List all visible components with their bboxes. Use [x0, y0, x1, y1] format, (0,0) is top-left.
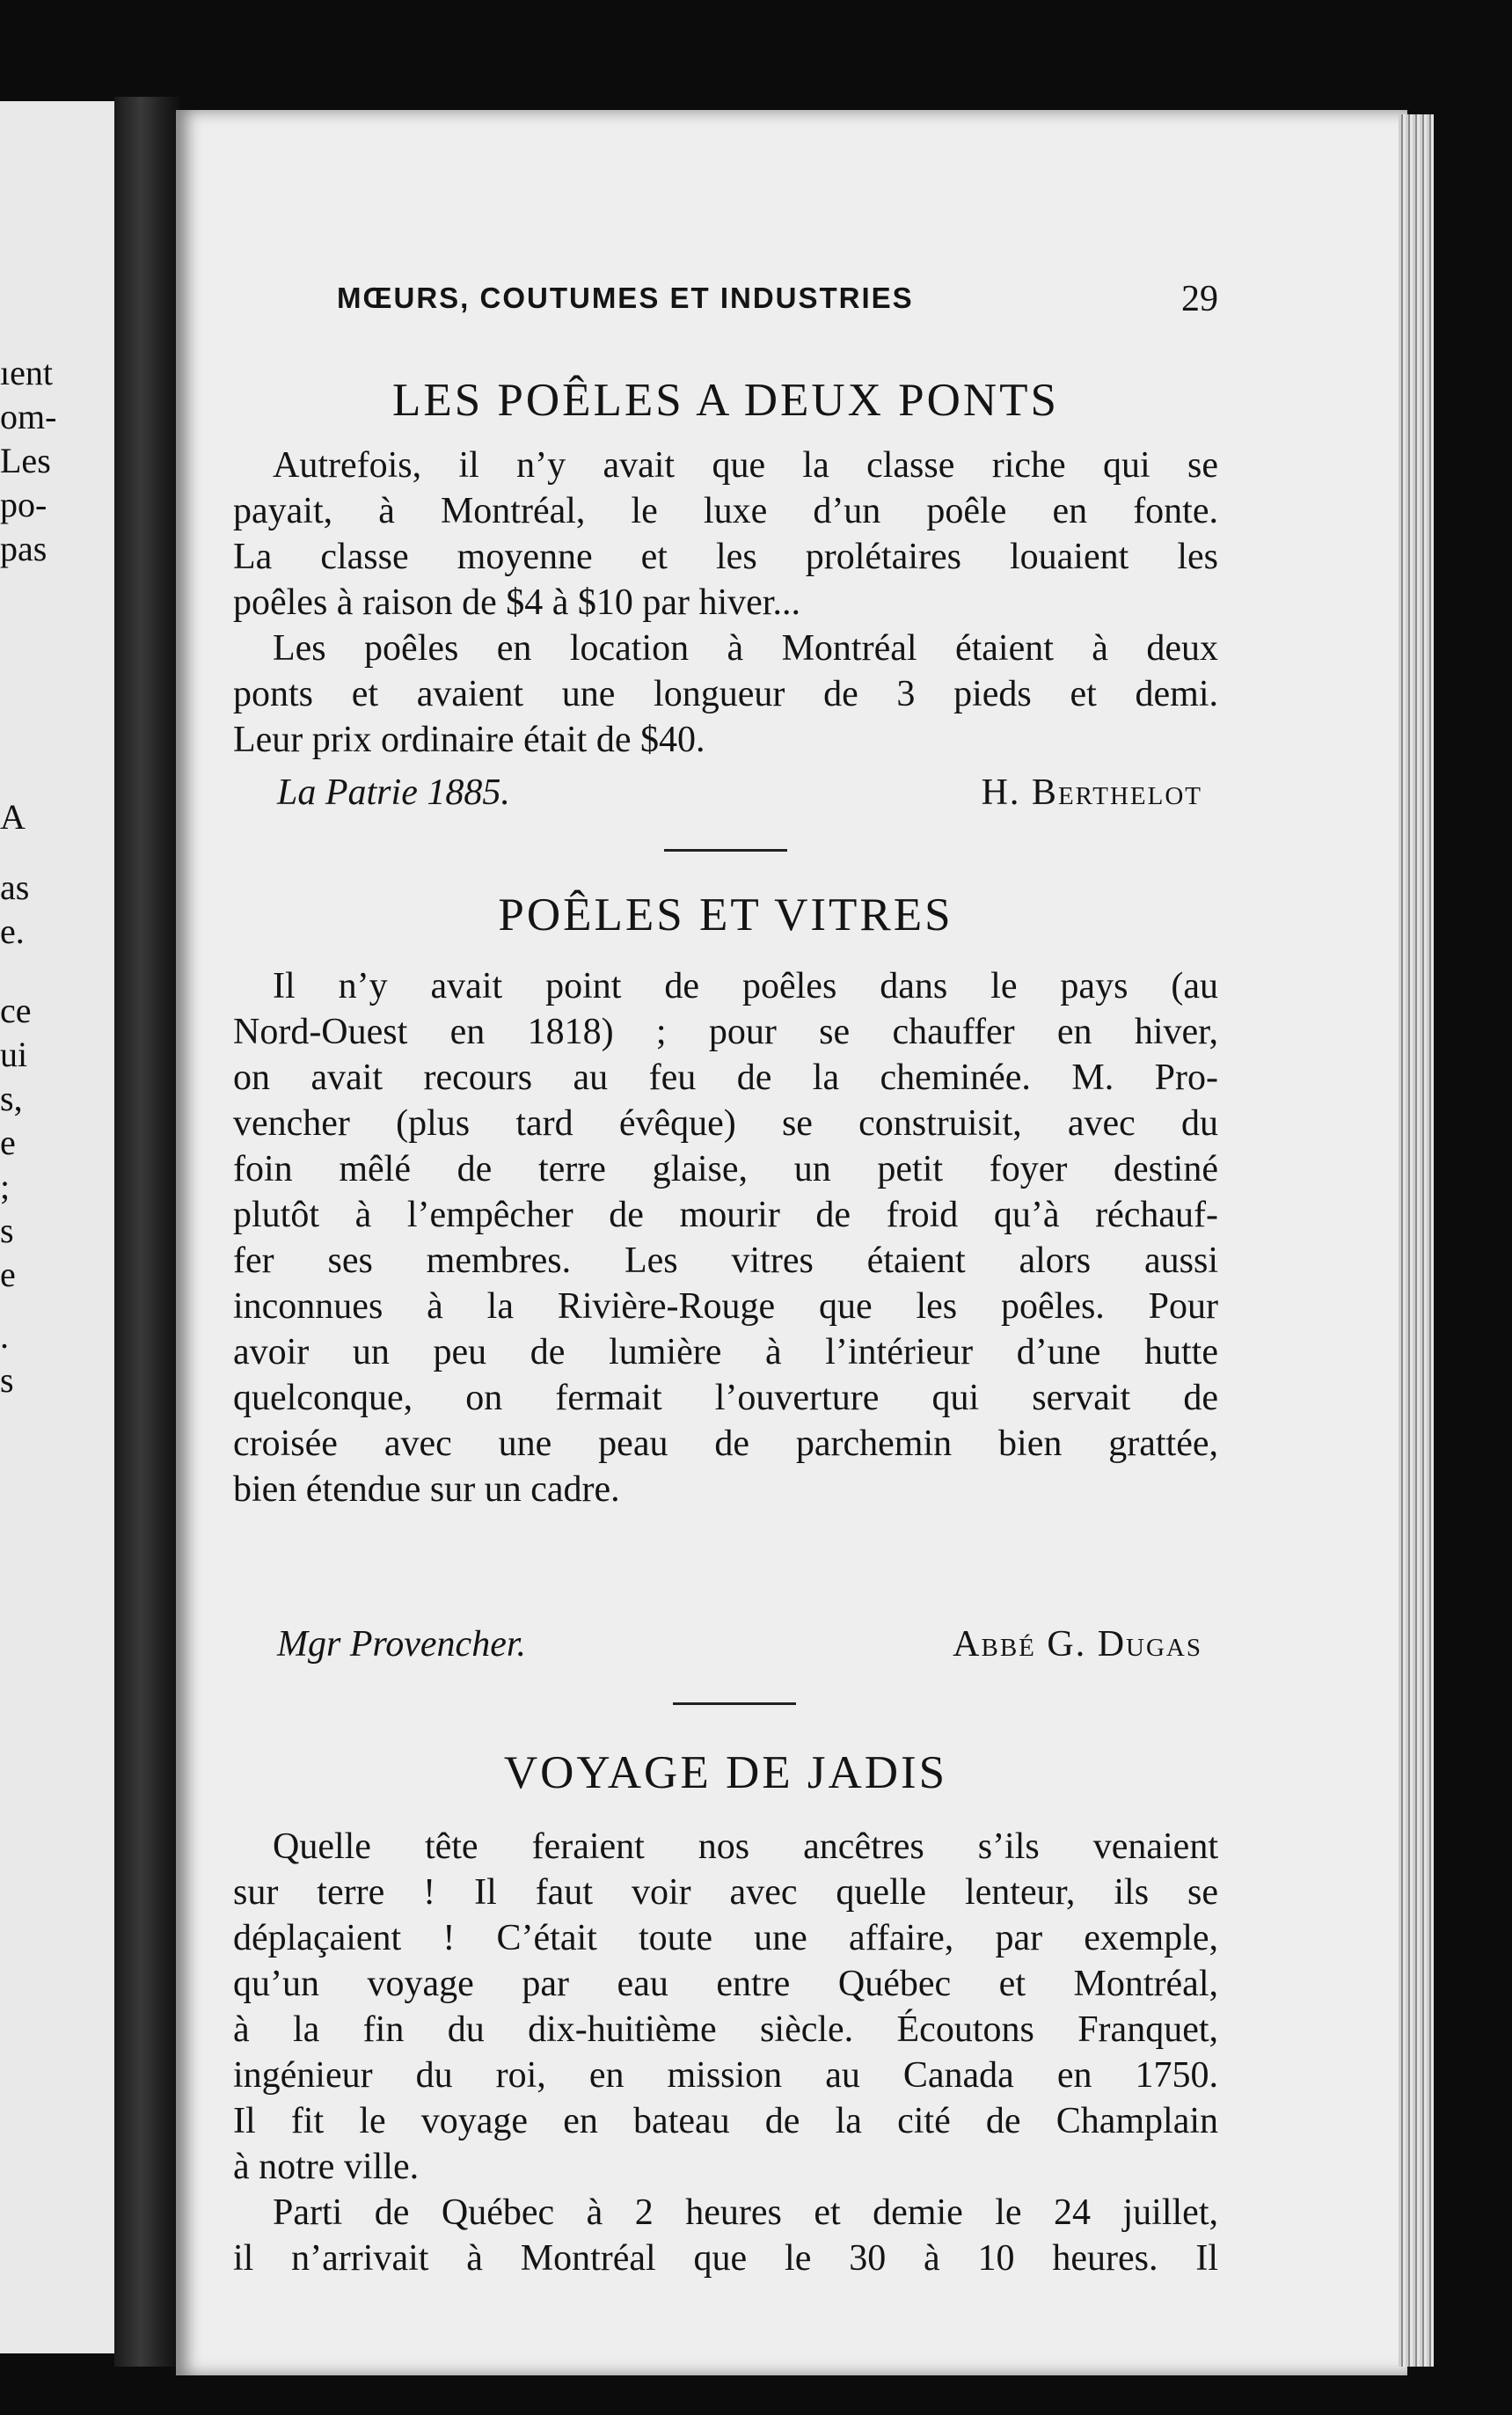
- author-name: H. Berthelot: [981, 772, 1202, 813]
- text-line: avoir un peu de lumière à l’intérieur d’une hutte: [233, 1332, 1218, 1372]
- section-divider: [673, 1702, 796, 1705]
- text-line: Il n’y avait point de poêles dans le pays (au: [273, 966, 1218, 1006]
- section-body: [233, 1824, 1218, 2281]
- section-title: POÊLES ET VITRES: [498, 889, 953, 940]
- text-line: Quelle tête feraient nos ancêtres s’ils venaient: [273, 1826, 1218, 1867]
- text-line: à la fin du dix-huitième siècle. Écoutons Franquet,: [233, 2009, 1218, 2050]
- left-page-text: e.: [0, 911, 25, 951]
- text-line: Il fit le voyage en bateau de la cité de Champlain: [233, 2101, 1218, 2141]
- left-page-text: ;: [0, 1167, 11, 1206]
- left-page-text: ıent: [0, 353, 53, 392]
- text-line: fer ses membres. Les vitres étaient alors aussi: [233, 1240, 1218, 1281]
- text-line: à notre ville.: [233, 2147, 420, 2187]
- section-title: LES POÊLES A DEUX PONTS: [391, 375, 1060, 426]
- text-line: Parti de Québec à 2 heures et demie le 24 juillet,: [273, 2192, 1218, 2233]
- text-line: Nord-Ouest en 1818) ; pour se chauffer en hiver,: [233, 1012, 1218, 1052]
- left-page-text: ui: [0, 1035, 28, 1074]
- text-line: inconnues à la Rivière-Rouge que les poêles. Pour: [233, 1286, 1218, 1327]
- text-line: ingénieur du roi, en mission au Canada en 1750.: [233, 2055, 1218, 2096]
- text-line: on avait recours au feu de la cheminée. M. Pro-: [233, 1057, 1218, 1098]
- attribution: [233, 772, 1218, 821]
- left-page-text: as: [0, 867, 30, 907]
- text-line: payait, à Montréal, le luxe d’un poêle en fonte.: [233, 491, 1218, 531]
- running-title: MŒURS, COUTUMES ET INDUSTRIES: [337, 282, 914, 314]
- left-page-text: s: [0, 1360, 14, 1400]
- left-page-text: .: [0, 1316, 9, 1356]
- page-number: 29: [1181, 279, 1218, 319]
- text-line: sur terre ! Il faut voir avec quelle lenteur, ils se: [233, 1872, 1218, 1913]
- book-gutter: [114, 97, 180, 2367]
- section-body: [233, 443, 1218, 763]
- section-divider: [664, 849, 787, 852]
- source-citation: La Patrie 1885.: [277, 772, 510, 813]
- text-line: qu’un voyage par eau entre Québec et Montréal,: [233, 1964, 1218, 2004]
- text-line: La classe moyenne et les prolétaires louaient les: [233, 537, 1218, 577]
- source-citation: Mgr Provencher.: [277, 1624, 527, 1665]
- text-line: il n’arrivait à Montréal que le 30 à 10 heures. Il: [233, 2238, 1218, 2279]
- left-page-fragment: [0, 101, 132, 2353]
- left-page-text: ce: [0, 991, 32, 1030]
- left-page-text: s: [0, 1211, 14, 1250]
- text-line: bien étendue sur un cadre.: [233, 1469, 620, 1510]
- left-page-text: po-: [0, 485, 47, 524]
- author-name: Abbé G. Dugas: [953, 1624, 1202, 1665]
- left-page-text: Les: [0, 441, 51, 480]
- left-page-text: A: [0, 797, 26, 837]
- text-line: Autrefois, il n’y avait que la classe riche qui se: [273, 445, 1218, 486]
- text-line: foin mêlé de terre glaise, un petit foyer destiné: [233, 1149, 1218, 1189]
- attribution: [233, 1623, 1218, 1672]
- text-line: Leur prix ordinaire était de $40.: [233, 720, 705, 760]
- left-page-text: e: [0, 1123, 16, 1162]
- book-page: [176, 110, 1407, 2375]
- left-page-text: pas: [0, 529, 47, 568]
- text-line: vencher (plus tard évêque) se construisit, avec du: [233, 1103, 1218, 1144]
- section-body: [233, 963, 1218, 1512]
- left-page-text: om-: [0, 397, 57, 436]
- text-line: poêles à raison de $4 à $10 par hiver...: [233, 582, 800, 623]
- section-title: VOYAGE DE JADIS: [503, 1747, 948, 1798]
- running-head: [233, 279, 1218, 326]
- text-line: plutôt à l’empêcher de mourir de froid qu’à réchauf-: [233, 1195, 1218, 1235]
- text-line: croisée avec une peau de parchemin bien grattée,: [233, 1423, 1218, 1464]
- page-edge: [1399, 114, 1434, 2367]
- text-line: quelconque, on fermait l’ouverture qui servait de: [233, 1378, 1218, 1418]
- text-line: ponts et avaient une longueur de 3 pieds et demi.: [233, 674, 1218, 714]
- left-page-text: s,: [0, 1079, 23, 1118]
- text-line: Les poêles en location à Montréal étaient à deux: [273, 628, 1218, 669]
- left-page-text: e: [0, 1255, 16, 1294]
- text-line: déplaçaient ! C’était toute une affaire, par exemple,: [233, 1918, 1218, 1958]
